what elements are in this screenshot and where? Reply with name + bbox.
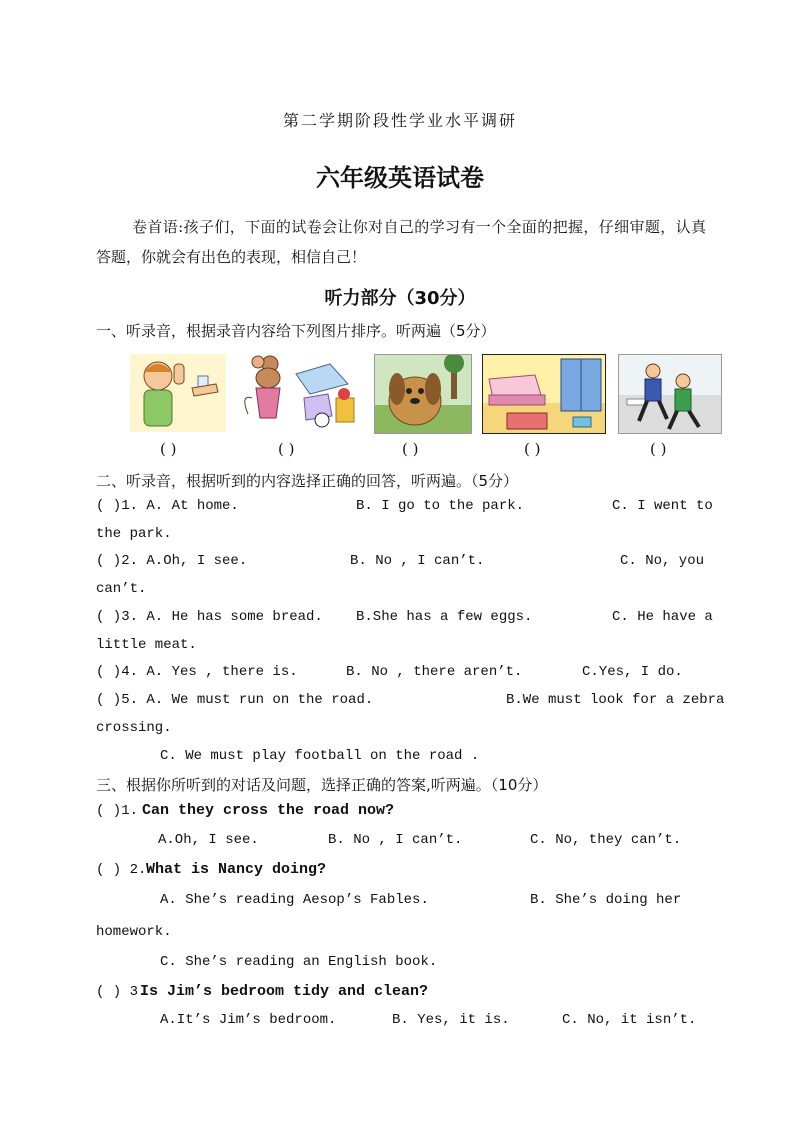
s3-q2-question: What is Nancy doing? [146, 861, 327, 878]
order-blank-1[interactable]: ( ) [160, 440, 177, 458]
s3-q2-number: ( ) 2. [96, 862, 147, 878]
s2-q5-stem: ( )5. A. We must run on the road. [96, 692, 374, 708]
s2-q3-option-c: C. He have a [612, 609, 713, 625]
picture-bedroom [482, 354, 606, 434]
listening-part-title: 听力部分（30分） [324, 288, 476, 309]
s3-q2-option-a: A. She’s reading Aesop’s Fables. [160, 892, 429, 908]
section1-heading: 一、听录音，根据录音内容给下列图片排序。听两遍（5分） [96, 322, 496, 340]
picture-boys-running [618, 354, 722, 434]
s2-q5-option-c: C. We must play football on the road . [160, 748, 480, 764]
s2-q2-option-c: C. No, you [620, 553, 705, 569]
s2-q1-stem: ( )1. A. At home. [96, 498, 239, 514]
picture-sick-boy [130, 354, 226, 432]
order-blank-4[interactable]: ( ) [524, 440, 541, 458]
s3-q1-option-a: A.Oh, I see. [158, 832, 259, 848]
s2-q5-option-b: B.We must look for a zebra [506, 692, 725, 708]
picture-dog [374, 354, 472, 434]
section3-heading: 三、根据你所听到的对话及问题，选择正确的答案,听两遍。（10分） [96, 776, 548, 794]
s2-q2-stem: ( )2. A.Oh, I see. [96, 553, 248, 569]
s3-q3-number: ( ) 3. [96, 984, 147, 1000]
s3-q1-number: ( )1. [96, 803, 139, 819]
s2-q3-stem: ( )3. A. He has some bread. [96, 609, 323, 625]
order-blank-5[interactable]: ( ) [650, 440, 667, 458]
s3-q3-option-c: C. No, it isn’t. [562, 1012, 697, 1028]
section2-heading: 二、听录音，根据听到的内容选择正确的回答，听两遍。（5分） [96, 472, 519, 490]
s3-q2-option-c: C. She’s reading an English book. [160, 954, 438, 970]
s2-q2-continuation: can’t. [96, 581, 147, 597]
s3-q1-question: Can they cross the road now? [142, 802, 395, 819]
s3-q3-question: Is Jim’s bedroom tidy and clean? [140, 983, 429, 1000]
picture-mouse-toys [240, 354, 362, 432]
s2-q1-option-b: B. I go to the park. [356, 498, 525, 514]
s3-q2-continuation: homework. [96, 924, 172, 940]
s2-q1-continuation: the park. [96, 526, 172, 542]
s2-q5-continuation: crossing. [96, 720, 172, 736]
exam-intro: 卷首语:孩子们，下面的试卷会让你对自己的学习有一个全面的把握，仔细审题，认真答题，你就会有出色的表现，相信自己！ [96, 218, 706, 266]
s3-q3-option-b: B. Yes, it is. [392, 1012, 510, 1028]
order-blank-2[interactable]: ( ) [278, 440, 295, 458]
s2-q4-option-b: B. No , there aren’t. [346, 664, 523, 680]
s2-q4-option-c: C.Yes, I do. [582, 664, 683, 680]
s2-q2-option-b: B. No , I can’t. [350, 553, 485, 569]
s3-q1-option-b: B. No , I can’t. [328, 832, 463, 848]
s3-q2-option-b: B. She’s doing her [530, 892, 682, 908]
s3-q1-option-c: C. No, they can’t. [530, 832, 682, 848]
s3-q3-option-a: A.It’s Jim’s bedroom. [160, 1012, 337, 1028]
s2-q3-continuation: little meat. [96, 637, 197, 653]
exam-title: 六年级英语试卷 [316, 164, 484, 192]
s2-q4-stem: ( )4. A. Yes , there is. [96, 664, 298, 680]
order-blank-3[interactable]: ( ) [402, 440, 419, 458]
s2-q1-option-c: C. I went to [612, 498, 713, 514]
exam-subtitle: 第二学期阶段性学业水平调研 [282, 111, 517, 130]
s2-q3-option-b: B.She has a few eggs. [356, 609, 533, 625]
